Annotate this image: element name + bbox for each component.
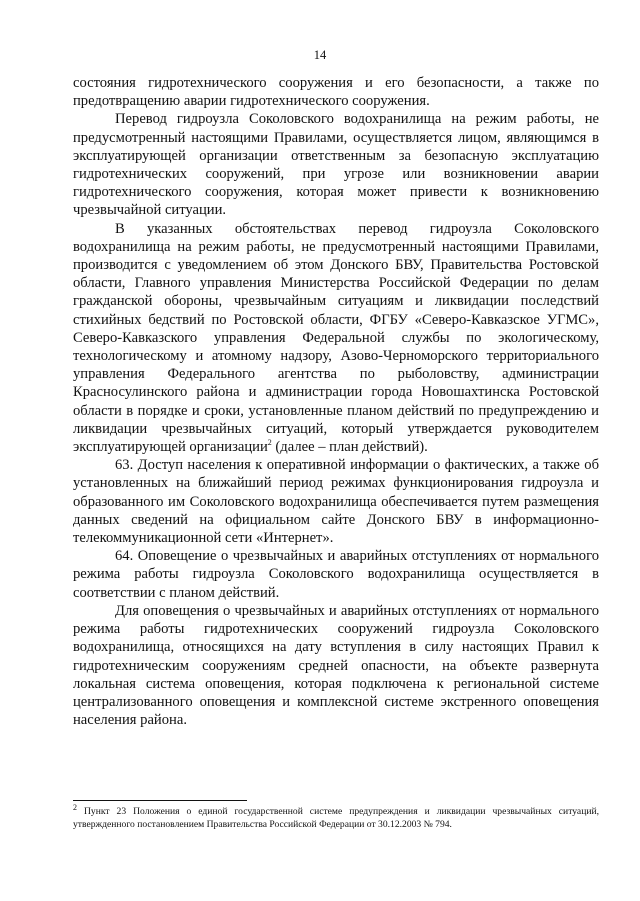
paragraph-text: 64. Оповещение о чрезвычайных и аварийных отступлениях от нормального режима работы гидроузла Соколовского водохранилища осуществляется в соответствии с планом действий.: [73, 548, 599, 601]
paragraph-text: состояния гидротехнического сооружения и его безопасности, а также по предотвращению аварии гидротехнического сооружения.: [73, 75, 599, 110]
paragraph-notification: [73, 220, 599, 457]
paragraph-text: Перевод гидроузла Соколовского водохранилища на режим работы, не предусмотренный настоящими Правилами, осуществляется лицом, являющимся в эксплуатирующей организации ответственным за безопасную эксплуатацию гидротехнических сооружений, при угрозе или возникновении аварии гидротехнического сооружения, которая может привести к возникновению чрезвычайной ситуации.: [73, 111, 599, 219]
paragraph-transfer-mode: [73, 110, 599, 219]
footnote: [73, 802, 599, 831]
paragraph-item-64: [73, 547, 599, 602]
footnote-separator: [73, 800, 247, 801]
paragraph-text-continued: (далее – план действий).: [271, 439, 428, 456]
page-number: 14: [313, 48, 327, 62]
document-body: [73, 74, 599, 729]
paragraph-text: В указанных обстоятельствах перевод гидроузла Соколовского водохранилища на режим работы, не предусмотренный настоящими Правилами, производится с уведомлением об этом Донского БВУ, Правительства Ростовской области, Главного управления Министерства Российской Федерации по делам гражданской обороны, чрезвычайным ситуациям и ликвидации последствий стихийных бедствий по Ростовской области, ФГБУ «Северо-Кавказское УГМС», Северо-Кавказского управления Федеральной службы по экологическому, технологическому и атомному надзору, Азово-Черноморского территориального управления Федерального агентства по рыболовству, администрации Красносулинского района и администрации города Новошахтинска Ростовской области в порядке и сроки, установленные планом действий по предупреждению и ликвидации чрезвычайных ситуаций, который утверждается руководителем эксплуатирующей организации: [73, 220, 599, 456]
paragraph-text: Для оповещения о чрезвычайных и аварийных отступлениях от нормального режима работы гидротехнических сооружений гидроузла Соколовского водохранилища, относящихся на дату вступления в силу настоящих Правил к гидротехническим сооружениям средней опасности, на объекте развернута локальная система оповещения, которая подключена к региональной системе централизованного оповещения и комплексной системе экстренного оповещения населения района.: [73, 602, 599, 729]
footnote-text: Пункт 23 Положения о единой государственной системе предупреждения и ликвидации чрезвычайных ситуаций, утвержденного постановлением Правительства Российской Федерации от 30.12.2003 № 794.: [73, 806, 599, 830]
paragraph-continuation: [73, 74, 599, 110]
paragraph-text: 63. Доступ населения к оперативной информации о фактических, а также об установленных на ближайший период режимах функционирования гидроузла и образованного им Соколовского водохранилища обеспечивается путем размещения данных сведений на официальном сайте Донского БВУ в информационно-телекоммуникационной сети «Интернет».: [73, 457, 599, 547]
footnote-reference[interactable]: 2: [267, 438, 272, 448]
paragraph-warning-system: [73, 602, 599, 729]
footnote-marker: 2: [73, 802, 77, 812]
paragraph-item-63: [73, 456, 599, 547]
